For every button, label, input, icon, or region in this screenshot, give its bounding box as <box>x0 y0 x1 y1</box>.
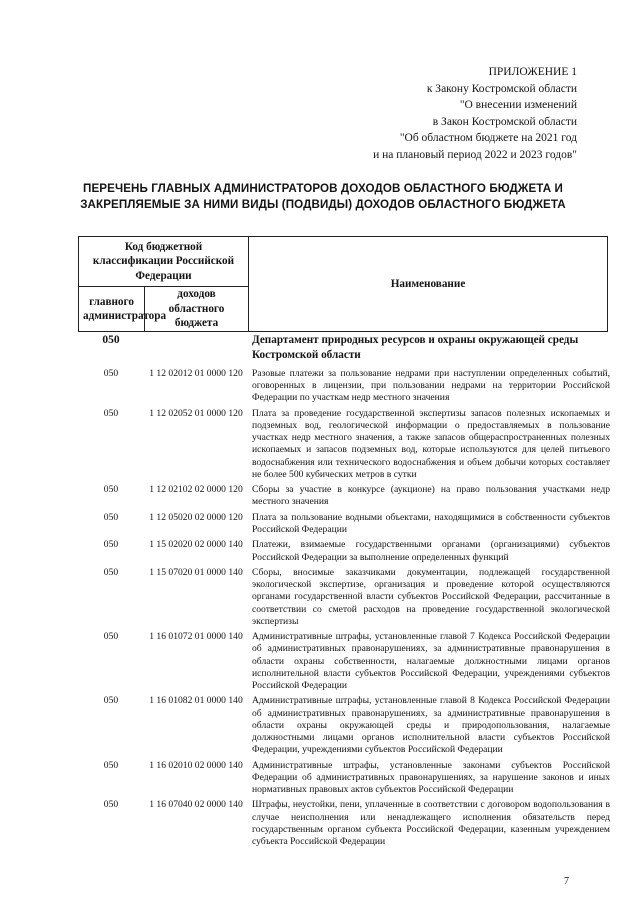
income-code: 1 16 01072 01 0000 140 <box>149 631 243 643</box>
admin-code: 050 <box>103 759 119 771</box>
income-name: Административные штрафы, установленные главой 7 Кодекса Российской Федерации об административных правонарушениях, за административные правонарушения в области охраны собственности, налагаемые должностными лицами органов исполнительной власти субъектов Российской Федерации, учреждениями субъектов Российской Федерации <box>252 631 610 691</box>
heading-line: ПЕРЕЧЕНЬ ГЛАВНЫХ АДМИНИСТРАТОРОВ ДОХОДОВ ОБЛАСТНОГО БЮДЖЕТА И <box>83 182 563 195</box>
table-row <box>78 539 610 563</box>
table-row <box>78 484 610 508</box>
admin-code: 050 <box>103 695 119 707</box>
department-row <box>78 333 610 363</box>
table-row <box>78 368 610 405</box>
admin-code: 050 <box>103 511 119 523</box>
document-heading <box>40 181 606 213</box>
item-rows <box>78 368 610 848</box>
income-name: Штрафы, неустойки, пени, уплаченные в соответствии с договором водопользования в случае неисполнения или ненадлежащего исполнения обязательств перед государственным органом субъекта Российской Федерации, казенным учреждением субъекта Российской Федерации <box>252 799 610 847</box>
table-row <box>78 512 610 536</box>
income-code: 1 16 02010 02 0000 140 <box>149 759 243 771</box>
income-name: Плата за пользование водными объектами, находящимися в собственности субъектов Российской Федерации <box>252 511 610 535</box>
income-code: 1 12 02102 02 0000 120 <box>149 484 243 496</box>
income-name: Платежи, взимаемые государственными органами (организациями) субъектов Российской Федерации за выполнение определенных функций <box>252 539 610 563</box>
appendix-line: к Закону Костромской области <box>426 82 577 95</box>
admin-code: 050 <box>103 799 119 811</box>
income-name: Сборы за участие в конкурсе (аукционе) на право пользования участками недр местного значения <box>252 484 610 508</box>
table-row <box>78 631 610 692</box>
income-code: 1 15 07020 01 0000 140 <box>149 566 243 578</box>
admin-code: 050 <box>103 631 119 643</box>
table-row <box>78 799 610 848</box>
header-group-cell: Код бюджетной классификации Российской Федерации <box>79 237 249 287</box>
income-code: 1 12 02012 01 0000 120 <box>149 368 243 379</box>
table-body <box>78 331 610 851</box>
admin-code: 050 <box>103 368 119 379</box>
header-admin-cell: главного администратора <box>79 287 145 332</box>
heading-line: ЗАКРЕПЛЯЕМЫЕ ЗА НИМИ ВИДЫ (ПОДВИДЫ) ДОХОДОВ ОБЛАСТНОГО БЮДЖЕТА <box>80 198 566 211</box>
income-code: 1 12 02052 01 0000 120 <box>149 407 243 419</box>
income-code: 1 12 05020 02 0000 120 <box>149 511 243 523</box>
header-name-cell: Наименование <box>249 237 608 332</box>
appendix-line: и на плановый период 2022 и 2023 годов" <box>373 148 577 161</box>
department-admin-code: 050 <box>102 334 120 346</box>
appendix-line: "Об областном бюджете на 2021 год <box>399 132 577 144</box>
appendix-line: "О внесении изменений <box>459 99 577 111</box>
table-row <box>78 567 610 628</box>
income-name: Административные штрафы, установленные главой 8 Кодекса Российской Федерации об административных правонарушениях, за административные правонарушения в области охраны окружающей среды и природопользования, налагаемые должностными лицами органов исполнительной власти субъектов Российской Федерации, учреждениями субъектов Российской Федерации <box>252 695 610 756</box>
income-name: Административные штрафы, установленные законами субъектов Российской Федерации об административных правонарушениях, за нарушение законов и иных нормативных правовых актов субъектов Российской Федерации <box>252 759 610 795</box>
table-header <box>78 236 608 332</box>
page-number: 7 <box>564 876 569 887</box>
appendix-title: ПРИЛОЖЕНИЕ 1 <box>488 66 577 78</box>
income-name: Разовые платежи за пользование недрами при наступлении определенных событий, оговоренных в лицензии, при пользовании недрами на территории Российской Федерации по участкам недр местного значения <box>252 368 610 404</box>
admin-code: 050 <box>103 484 119 496</box>
income-name: Сборы, вносимые заказчиками документации, подлежащей государственной экологической экспертизе, организация и проведение которой осуществляются органами государственной власти субъектов Российской Федерации, рассчитанные в соответствии со сметой расходов на проведение государственной экологической экспертизы <box>252 566 610 627</box>
admin-code: 050 <box>103 539 119 551</box>
table-row <box>78 408 610 481</box>
appendix-line: в Закон Костромской области <box>432 115 577 128</box>
appendix-block <box>373 64 577 163</box>
header-income-cell: доходов областного бюджета <box>145 287 249 332</box>
table-row <box>78 760 610 797</box>
admin-code: 050 <box>103 566 119 578</box>
income-code: 1 15 02020 02 0000 140 <box>149 539 243 551</box>
income-code: 1 16 01082 01 0000 140 <box>149 695 243 707</box>
admin-code: 050 <box>103 407 119 419</box>
table-row <box>78 695 610 756</box>
department-name: Департамент природных ресурсов и охраны окружающей среды Костромской области <box>252 334 579 361</box>
income-code: 1 16 07040 02 0000 140 <box>149 799 243 811</box>
income-name: Плата за проведение государственной экспертизы запасов полезных ископаемых и подземных вод, геологической информации о предоставляемых в пользование участках недр местного значения, а также запасов общераспространенных полезных ископаемых и запасов подземных вод, которые используются для целей питьевого водоснабжения или технического водоснабжения и объем добычи которых составляет не более 500 кубических метров в сутки <box>252 407 610 480</box>
